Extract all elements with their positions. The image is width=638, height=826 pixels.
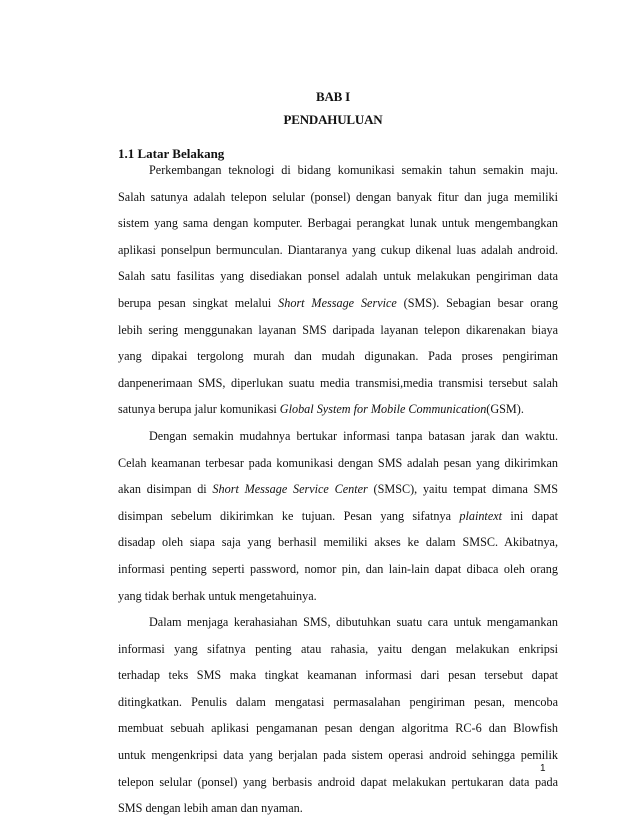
chapter-number: BAB I [315, 89, 351, 104]
text-line [118, 662, 558, 689]
text-line [118, 769, 558, 796]
text-segment: Perkembangan teknologi di bidang komunikasi semakin tahun semakin maju. [149, 163, 558, 177]
italic-term: Global System for Mobile Communication [279, 402, 487, 417]
text-line [118, 263, 558, 290]
text-line [118, 556, 558, 583]
chapter-title: PENDAHULUAN [283, 112, 383, 127]
text-line [118, 503, 558, 530]
text-line [118, 423, 558, 450]
text-segment: Dengan semakin mudahnya bertukar informasi tanpa batasan jarak dan waktu. [149, 428, 558, 443]
text-line [118, 317, 558, 344]
text-line [118, 210, 558, 237]
text-segment: untuk mengenkripsi data yang berjalan pada sistem operasi android sehingga pemilik [118, 748, 558, 763]
text-segment: akan disimpan di [118, 482, 213, 497]
text-segment: (SMSC), yaitu tempat dimana SMS [367, 482, 558, 497]
text-line [118, 450, 558, 477]
text-segment: informasi penting seperti password, nomor pin, dan lain-lain dapat dibaca oleh orang [118, 561, 558, 576]
text-segment: membuat sebuah aplikasi pengamanan pesan dengan algoritma RC-6 dan Blowfish [118, 721, 558, 736]
text-segment: disadap oleh siapa saja yang berhasil memiliki akses ke dalam SMSC. Akibatnya, [118, 535, 558, 550]
text-segment: informasi yang sifatnya penting atau rahasia, yaitu dengan melakukan enkripsi [118, 641, 558, 656]
text-line [118, 583, 558, 610]
text-segment: terhadap teks SMS maka tingkat keamanan informasi dari pesan tersebut dapat [118, 668, 558, 683]
text-segment: Salah satunya adalah telepon selular (ponsel) dengan banyak fitur dan juga memiliki [118, 189, 558, 204]
text-segment: SMS dengan lebih aman dan nyaman. [118, 801, 303, 816]
italic-term: Short Message Service [278, 295, 397, 310]
text-segment: yang tidak berhak untuk mengetahuinya. [118, 588, 317, 603]
text-line [118, 529, 558, 556]
text-segment: ini dapat [502, 508, 559, 523]
text-line [118, 237, 558, 264]
text-line [118, 715, 558, 742]
body-text [118, 157, 558, 822]
text-segment: satunya berupa jalur komunikasi [118, 402, 280, 417]
text-line [118, 636, 558, 663]
text-segment: (GSM). [486, 402, 524, 417]
text-line [118, 370, 558, 397]
text-line [118, 343, 558, 370]
text-line [118, 396, 558, 423]
text-line [118, 742, 558, 769]
text-line [118, 795, 558, 822]
text-segment: aplikasi ponselpun bermunculan. Diantaranya yang cukup dikenal luas adalah android. [118, 242, 558, 257]
text-segment: Celah keamanan terbesar pada komunikasi dengan SMS adalah pesan yang dikirimkan [118, 455, 558, 470]
text-segment: lebih sering menggunakan layanan SMS daripada layanan telepon dikarenakan biaya [118, 322, 558, 337]
italic-term: Short Message Service Center [212, 482, 368, 497]
text-segment: yang dipakai tergolong murah dan mudah digunakan. Pada proses pengiriman [118, 349, 558, 364]
text-line [118, 184, 558, 211]
text-segment: telepon selular (ponsel) yang berbasis android dapat melakukan pertukaran data pada [118, 774, 558, 789]
text-line [118, 689, 558, 716]
text-line [118, 290, 558, 317]
text-segment: (SMS). Sebagian besar orang [396, 295, 558, 310]
text-segment: disimpan sebelum dikirimkan ke tujuan. Pesan yang sifatnya [118, 508, 460, 523]
page-number: 1 [540, 763, 546, 774]
text-line [118, 609, 558, 636]
text-segment: berupa pesan singkat melalui [118, 295, 279, 310]
text-line [118, 157, 558, 184]
italic-term: plaintext [459, 508, 503, 523]
section-heading: 1.1 Latar Belakang [118, 146, 225, 161]
text-segment: Salah satu fasilitas yang disediakan ponsel adalah untuk melakukan pengiriman data [118, 269, 558, 284]
text-segment: Dalam menjaga kerahasiahan SMS, dibutuhkan suatu cara untuk mengamankan [149, 615, 558, 630]
text-segment: ditingkatkan. Penulis dalam mengatasi permasalahan pengiriman pesan, mencoba [118, 694, 558, 709]
text-segment: sistem yang sama dengan komputer. Berbagai perangkat lunak untuk mengembangkan [118, 216, 558, 231]
text-line [118, 476, 558, 503]
text-segment: danpenerimaan SMS, diperlukan suatu media transmisi,media transmisi tersebut salah [118, 375, 558, 390]
